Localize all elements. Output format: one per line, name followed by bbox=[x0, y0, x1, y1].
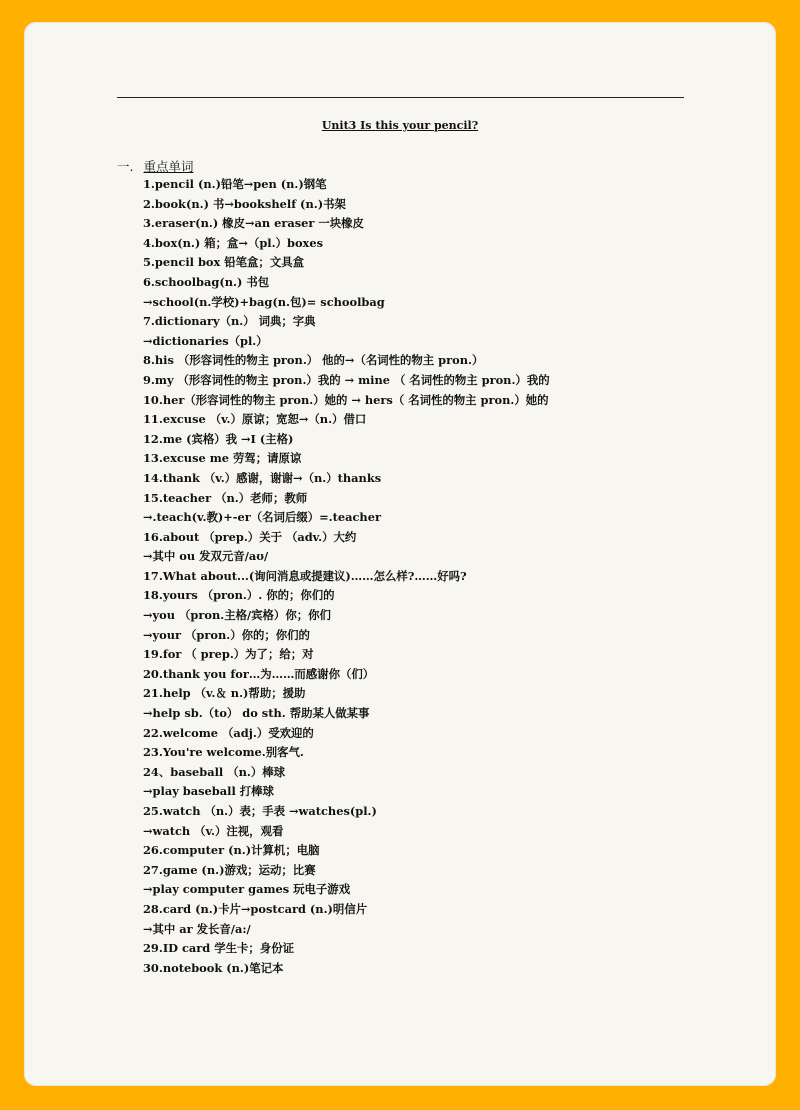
vocab-line: 30.notebook (n.)笔记本 bbox=[143, 960, 284, 975]
vocab-line: 23.You're welcome.别客气. bbox=[143, 745, 304, 760]
vocab-line: 1.pencil (n.)铅笔→pen (n.)钢笔 bbox=[143, 177, 327, 191]
vocab-line: 9.my （形容词性的物主 pron.）我的 → mine （ 名词性的物主 pron.）我的 bbox=[143, 372, 550, 387]
vocab-line: →dictionaries（pl.） bbox=[143, 333, 268, 348]
vocab-line: 29.ID card 学生卡；身份证 bbox=[143, 941, 294, 956]
vocab-line: →play computer games 玩电子游戏 bbox=[143, 882, 351, 897]
vocab-line: 18.yours （pron.）. 你的；你们的 bbox=[143, 588, 335, 603]
vocab-line: 19.for （ prep.）为了；给；对 bbox=[143, 647, 314, 662]
vocab-line: →watch （v.）注视，观看 bbox=[143, 823, 284, 838]
vocab-line: 15.teacher （n.）老师；教师 bbox=[143, 490, 308, 505]
section-label: 重点单词 bbox=[143, 159, 194, 174]
vocab-line: →其中 ar 发长音/a:/ bbox=[143, 921, 251, 936]
vocab-line: 27.game (n.)游戏；运动；比赛 bbox=[143, 862, 316, 877]
vocab-line: →help sb.（to） do sth. 帮助某人做某事 bbox=[143, 706, 370, 721]
vocab-line: 14.thank （v.）感谢，谢谢→（n.）thanks bbox=[143, 470, 382, 485]
vocab-list bbox=[143, 175, 550, 978]
vocab-line: 2.book(n.) 书→bookshelf (n.)书架 bbox=[143, 196, 346, 211]
vocab-line: 7.dictionary（n.） 词典；字典 bbox=[143, 314, 316, 329]
section-number: 一. bbox=[117, 159, 134, 174]
vocab-line: 13.excuse me 劳驾；请原谅 bbox=[143, 451, 302, 466]
vocab-line: 6.schoolbag(n.) 书包 bbox=[143, 274, 270, 289]
vocab-line: 11.excuse （v.）原谅；宽恕→（n.）借口 bbox=[143, 412, 367, 427]
vocab-line: 3.eraser(n.) 橡皮→an eraser 一块橡皮 bbox=[143, 216, 364, 231]
vocab-line: 24、baseball （n.）棒球 bbox=[143, 764, 286, 779]
vocab-line: →your （pron.）你的；你们的 bbox=[143, 627, 310, 642]
vocab-line: 20.thank you for…为……而感谢你（们） bbox=[143, 666, 375, 681]
section-heading bbox=[117, 157, 194, 175]
header-rule bbox=[117, 97, 684, 98]
vocab-line: 25.watch （n.）表；手表 →watches(pl.) bbox=[143, 804, 377, 818]
vocab-line: 17.What about...(询问消息或提建议)……怎么样?……好吗? bbox=[143, 568, 467, 583]
vocab-line: →you （pron.主格/宾格）你；你们 bbox=[143, 608, 331, 623]
vocab-line: →play baseball 打棒球 bbox=[143, 784, 274, 799]
vocab-line: 16.about （prep.）关于 （adv.）大约 bbox=[143, 529, 357, 544]
vocab-line: 21.help （v.＆ n.)帮助；援助 bbox=[143, 686, 306, 701]
vocab-line: →其中 ou 发双元音/aʊ/ bbox=[143, 549, 269, 564]
vocab-line: 22.welcome （adj.）受欢迎的 bbox=[143, 725, 314, 740]
document-title: Unit3 Is this your pencil? bbox=[321, 119, 479, 132]
vocab-line: →school(n.学校)+bag(n.包)= schoolbag bbox=[143, 294, 385, 309]
vocab-line: 10.her（形容词性的物主 pron.）她的 → hers（ 名词性的物主 pron.）她的 bbox=[143, 392, 549, 407]
vocab-line: →.teach(v.教)+-er（名词后缀）=.teacher bbox=[143, 510, 381, 525]
vocab-line: 12.me (宾格）我 →I (主格) bbox=[143, 431, 294, 446]
vocab-line: 8.his （形容词性的物主 pron.） 他的→（名词性的物主 pron.） bbox=[143, 353, 484, 368]
vocab-line: 28.card (n.)卡片→postcard (n.)明信片 bbox=[143, 901, 368, 916]
vocab-line: 5.pencil box 铅笔盒；文具盒 bbox=[143, 255, 304, 270]
vocab-line: 26.computer (n.)计算机；电脑 bbox=[143, 843, 320, 858]
vocab-line: 4.box(n.) 箱；盒→（pl.）boxes bbox=[143, 235, 324, 250]
